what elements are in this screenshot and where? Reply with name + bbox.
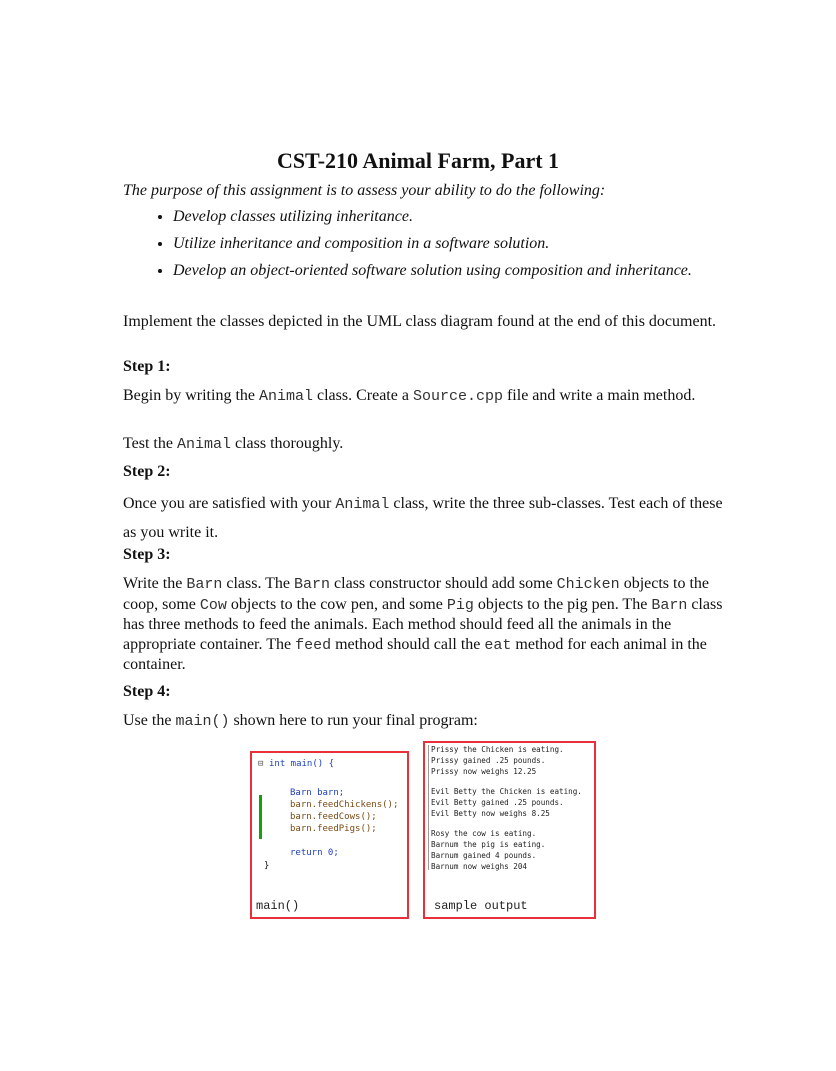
change-marker (259, 795, 262, 839)
step1-paragraph-1 (123, 386, 723, 407)
goal-item: • Develop an object-oriented software solution using composition and inheritance. (173, 261, 733, 280)
output-line: Rosy the cow is eating. (431, 829, 537, 838)
code-main: main() (175, 713, 230, 730)
code-source-cpp: Source.cpp (412, 388, 503, 405)
text-run: Once you are satisfied with your (123, 495, 336, 512)
text-run: Begin by writing the (123, 387, 259, 404)
sample-output-panel (423, 741, 596, 919)
main-code-panel (250, 751, 409, 919)
step4-paragraph (123, 711, 723, 732)
goals-list (123, 207, 733, 288)
document-title: CST-210 Animal Farm, Part 1 (276, 148, 560, 173)
code-caption: main() (256, 899, 300, 913)
step2-paragraph (123, 490, 723, 547)
output-line: Evil Betty gained .25 pounds. (431, 798, 564, 807)
goal-item: • Develop classes utilizing inheritance. (173, 207, 733, 226)
code-line (269, 759, 334, 769)
code-line: return 0; (290, 848, 339, 858)
output-line: Prissy gained .25 pounds. (431, 756, 546, 765)
step2-heading: Step 2: (123, 463, 171, 480)
step3-paragraph (123, 574, 723, 675)
code-animal: Animal (335, 496, 390, 513)
text-run: class. The (222, 575, 295, 592)
text-run: method for each animal in the container. (123, 635, 707, 673)
goal-item: • Utilize inheritance and composition in a software solution. (173, 234, 733, 253)
code-animal: Animal (176, 436, 231, 453)
output-line: Prissy the Chicken is eating. (431, 745, 564, 754)
step1-paragraph-2 (123, 434, 723, 455)
step1-heading: Step 1: (123, 358, 171, 375)
divider (428, 745, 429, 870)
code-chicken: Chicken (556, 576, 620, 593)
output-line: Barnum now weighs 204 (431, 862, 528, 871)
text-run: file and write a main method. (502, 387, 696, 404)
text-run: objects to the coop, some (123, 575, 709, 613)
text-run: class, write the three sub-classes. Test each of these as you write it. (123, 495, 723, 541)
code-barn: Barn (294, 576, 331, 593)
text-run: class constructor should add some (330, 575, 557, 592)
code-line: Barn barn; (290, 788, 345, 798)
code-eat: eat (484, 636, 512, 654)
code-pig: Pig (446, 596, 474, 614)
text-run: class has three methods to feed the animals. Each method should feed all the animals in the appropriate container. The (123, 595, 723, 653)
code-line: } (264, 861, 270, 871)
code-animal: Animal (258, 388, 313, 405)
fold-minus-icon: ⊟ (258, 759, 264, 769)
code-feed: feed (295, 636, 332, 654)
text-run: shown here to run your final program: (229, 712, 478, 729)
text-run: method should call the (331, 635, 485, 653)
code-barn: Barn (186, 576, 223, 593)
text-run: class. Create a (313, 387, 413, 404)
text-run: Test the (123, 435, 177, 452)
text-run: class thoroughly. (231, 435, 344, 452)
code-line: barn.feedCows(); (290, 812, 377, 822)
code-cow: Cow (199, 596, 227, 614)
text-run: objects to the pig pen. The (473, 595, 652, 613)
code-line: barn.feedPigs(); (290, 824, 377, 834)
output-line: Barnum the pig is eating. (431, 840, 546, 849)
text-run: Use the (123, 712, 176, 729)
output-line: Evil Betty the Chicken is eating. (431, 787, 582, 796)
output-caption: sample output (434, 899, 528, 913)
step3-heading: Step 3: (123, 546, 171, 563)
code-line: barn.feedChickens(); (290, 800, 399, 810)
output-line: Barnum gained 4 pounds. (431, 851, 537, 860)
code-text: int main() { (269, 759, 335, 769)
step4-heading: Step 4: (123, 683, 171, 700)
code-barn: Barn (651, 596, 688, 614)
text-run: objects to the cow pen, and some (226, 595, 447, 613)
intro-paragraph: Implement the classes depicted in the UML class diagram found at the end of this document. (123, 313, 717, 330)
text-run: Write the (123, 575, 187, 592)
output-line: Evil Betty now weighs 8.25 (431, 809, 550, 818)
purpose-statement: The purpose of this assignment is to assess your ability to do the following: (123, 182, 606, 199)
output-line: Prissy now weighs 12.25 (431, 767, 537, 776)
